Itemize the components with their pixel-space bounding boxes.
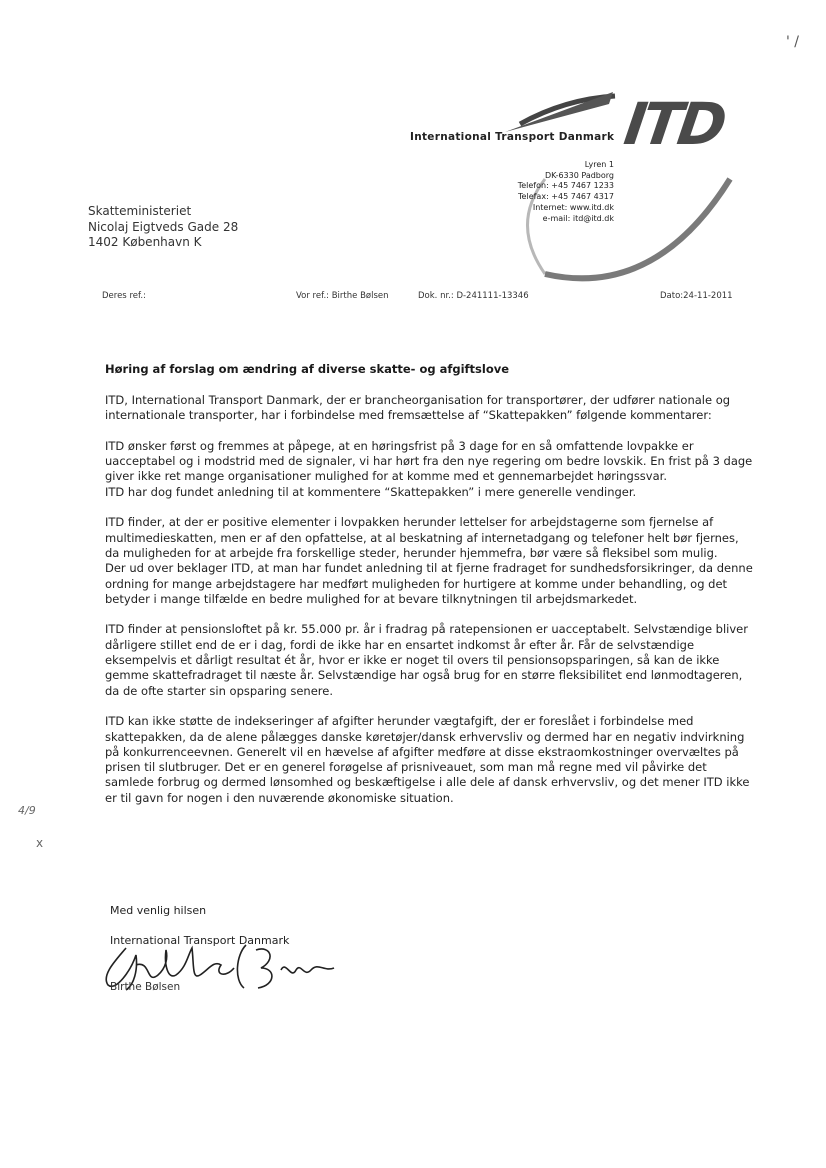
body-paragraph: ITD finder at pensionsloftet på kr. 55.000 pr. år i fradrag på ratepensionen er uacceptabelt. Selvstændige bliver dårligere stillet end de er i dag, fordi de ikke har en ensartet indkomst år efter år. Får de selvstændige eksempelvis et dårligt resultat ét år, hvor er ikke er noget til overs til pensionsopsparingen, så kan de ikke gemme skattefradraget til næste år. Selvstændige har også brug for en større fleksibilitet end lønmodtageren, da de ofte starter sin opsparing senere. bbox=[105, 622, 748, 698]
ref-dok: Dok. nr.: D-241111-13346 bbox=[418, 291, 529, 301]
recipient-line: 1402 København K bbox=[88, 235, 202, 249]
contact-line: Lyren 1 bbox=[584, 160, 614, 169]
contact-line: DK-6330 Padborg bbox=[545, 170, 614, 180]
letter-subject: Høring af forslag om ændring af diverse skatte- og afgiftslove bbox=[105, 362, 510, 376]
body-paragraph: ITD finder, at der er positive elementer i lovpakken herunder lettelser for arbejdstagerne som fjernelse af multimedieskatten, men er af den opfattelse, at al beskatning af internetadgang og telefoner helt bør fjernes, da muligheden for at arbejde fra forskellige steder, herunder hjemmefra, bør være så fleksibel som mulig. Der ud over beklager ITD, at man har fundet anledning til at fjerne fradraget for sundhedsforsikringer, da denne ordning for mange arbejdstagere har medført muligheden for hurtigere at komme under behandling, og det betyder i mange tilfælde en bedre mulighed for at bevare tilknytningen til arbejdsmarkedet. bbox=[105, 515, 753, 606]
recipient-address bbox=[88, 204, 238, 251]
closing-organization: International Transport Danmark bbox=[110, 934, 290, 947]
body-paragraph: ITD kan ikke støtte de indekseringer af afgifter herunder vægtafgift, der er foreslået i forbindelse med skattepakken, da de alene pålægges danske køretøjer/dansk erhvervsliv og dermed har en negativ indvirkning på konkurrenceevnen. Generelt vil en hævelse af afgifter medføre at disse ekstraomkostninger overvæltes på prisen til slutbruger. Det er en generel forøgelse af prisniveauet, som man må regne med vil påvirke det samlede forbrug og dermed lønsomhed og beskæftigelse i alle dele af dansk erhvervsliv, og det mener ITD ikke er til gavn for nogen i den nuværende økonomiske situation. bbox=[105, 714, 750, 805]
contact-line: Telefax: +45 7467 4317 bbox=[518, 192, 614, 202]
corner-mark: ' / bbox=[786, 34, 800, 50]
recipient-line: Nicolaj Eigtveds Gade 28 bbox=[88, 219, 239, 234]
closing-greeting: Med venlig hilsen bbox=[110, 904, 207, 917]
contact-block bbox=[518, 160, 614, 224]
signatory-name: Birthe Bølsen bbox=[110, 981, 181, 993]
ref-date: Dato:24-11-2011 bbox=[660, 291, 733, 301]
ref-vor: Vor ref.: Birthe Bølsen bbox=[296, 291, 389, 301]
body-paragraph: ITD ønsker først og fremmes at påpege, at en høringsfrist på 3 dage for en så omfattende lovpakke er uacceptabel og i modstrid med de signaler, vi har hørt fra den nye regering om bedre lovskik. En frist på 3 dage giver ikke ret mange organisationer mulighed for at komme med et gennemarbejdet høringssvar. ITD har dog fundet anledning til at kommentere “Skattepakken” i mere generelle vendinger. bbox=[105, 438, 753, 499]
contact-line: e-mail: itd@itd.dk bbox=[542, 213, 614, 223]
margin-note: x bbox=[36, 836, 44, 850]
company-name: International Transport Danmark bbox=[410, 131, 615, 143]
ref-deres: Deres ref.: bbox=[102, 291, 146, 301]
recipient-line: Skatteministeriet bbox=[88, 204, 192, 218]
logo-text: ITD bbox=[620, 90, 728, 158]
margin-note: 4/9 bbox=[18, 804, 36, 817]
letter-body bbox=[105, 393, 755, 821]
contact-line: Telefon: +45 7467 1233 bbox=[517, 181, 614, 191]
body-paragraph: ITD, International Transport Danmark, der er brancheorganisation for transportører, der udfører nationale og internationale transporter, har i forbindelse med fremsættelse af “Skattepakken” følgende kommentarer: bbox=[105, 393, 731, 423]
contact-line: Internet: www.itd.dk bbox=[532, 202, 614, 212]
